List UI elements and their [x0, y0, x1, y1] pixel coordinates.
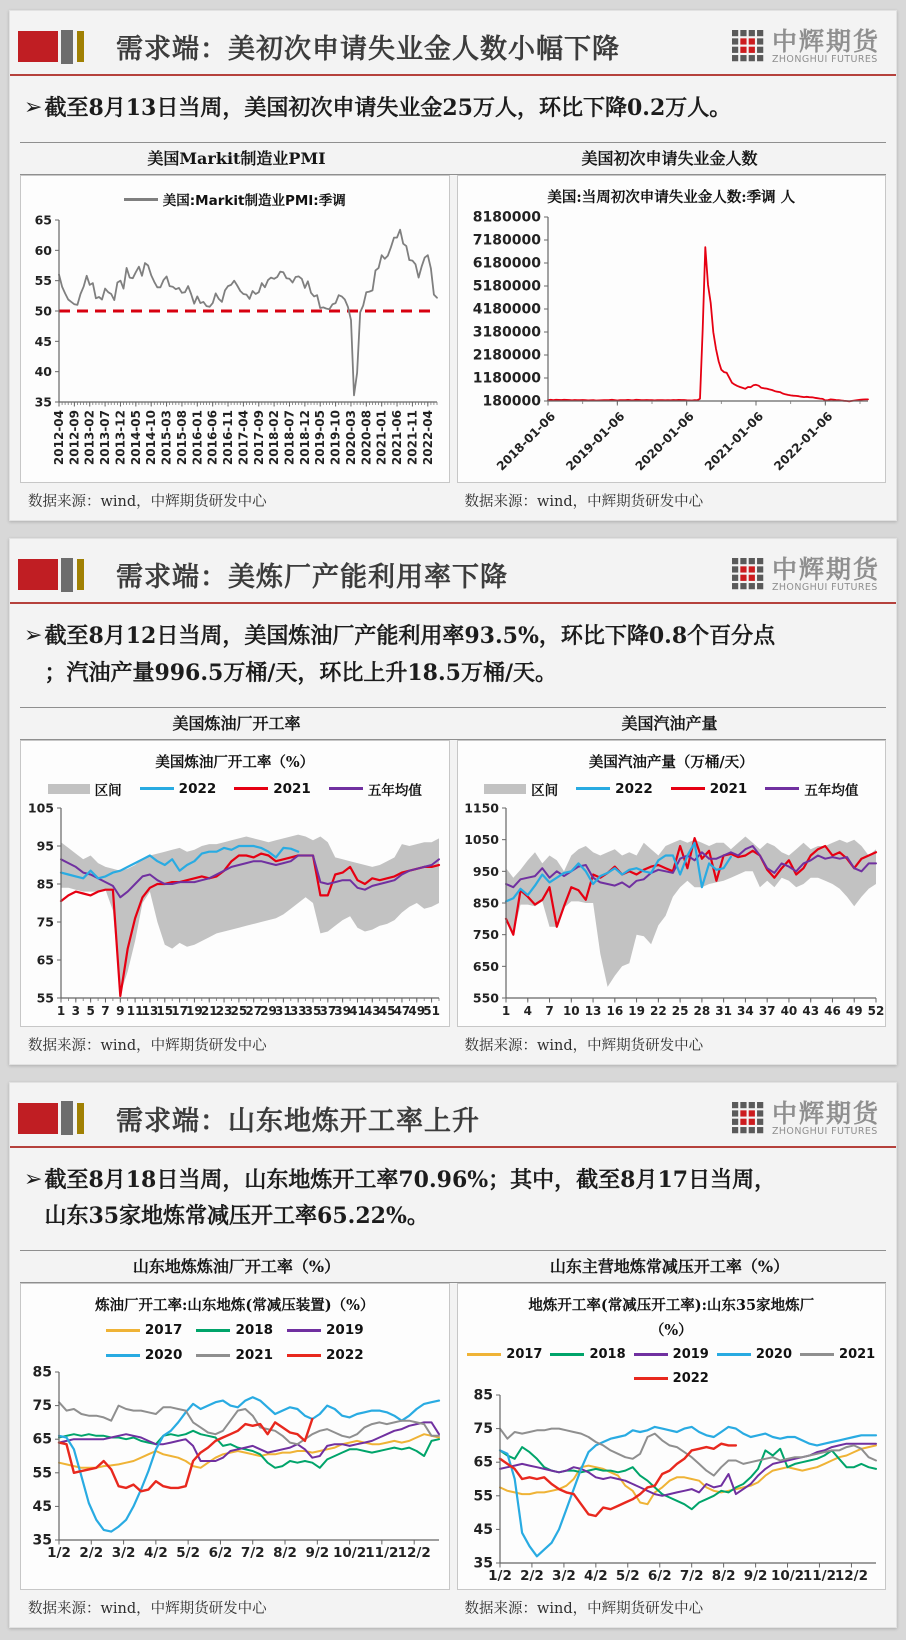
chart-column	[20, 1283, 450, 1627]
svg-text:2020-03: 2020-03	[343, 410, 358, 466]
svg-text:2020-01-06: 2020-01-06	[632, 409, 697, 474]
svg-text:65: 65	[36, 952, 54, 968]
legend-label: 五年均值	[367, 782, 422, 799]
legend-label: 2022	[615, 780, 653, 797]
svg-text:22: 22	[649, 1003, 667, 1018]
svg-text:31: 31	[275, 1003, 292, 1018]
header-decoration	[18, 1101, 84, 1135]
legend-item	[234, 781, 311, 797]
legend-line-swatch	[800, 1353, 834, 1356]
chart-frame	[20, 740, 450, 1027]
svg-text:2016-01: 2016-01	[190, 410, 205, 466]
svg-text:10/2: 10/2	[333, 1545, 367, 1562]
deco-gold-bar	[77, 559, 84, 590]
svg-text:2016-06: 2016-06	[205, 410, 220, 466]
svg-text:52: 52	[867, 1003, 884, 1018]
chart-column	[457, 740, 887, 1064]
deco-gray-bar	[61, 1101, 73, 1135]
chart-title: 炼油厂开工率:山东地炼(常减压装置)（%）	[95, 1297, 375, 1315]
svg-text:75: 75	[32, 1398, 52, 1415]
chart-column-titles	[20, 707, 886, 740]
svg-text:10: 10	[562, 1003, 580, 1018]
chart-title: 美国:当周初次申请失业金人数:季调 人	[547, 189, 796, 207]
svg-text:2016-11: 2016-11	[221, 410, 236, 466]
bullet-line: 山东35家地炼常减压开工率65.22%。	[44, 1203, 429, 1230]
legend-line-swatch	[329, 787, 363, 790]
chart-frame	[457, 1283, 887, 1590]
brand-subtitle: ZHONGHUI FUTURES	[771, 582, 878, 594]
svg-text:2015-08: 2015-08	[174, 410, 189, 466]
chart-column	[20, 740, 450, 1064]
svg-text:4/2: 4/2	[583, 1568, 608, 1585]
svg-text:8/2: 8/2	[273, 1545, 297, 1562]
legend-item	[484, 779, 558, 799]
legend-line-swatch	[196, 1329, 230, 1332]
legend-label: 区间	[94, 782, 122, 799]
svg-text:45: 45	[32, 1499, 52, 1516]
svg-text:45: 45	[378, 1003, 396, 1018]
svg-text:2017-04: 2017-04	[236, 410, 251, 466]
brand-name: 中辉期货	[771, 555, 880, 585]
data-source-note: 数据来源：wind，中辉期货研发中心	[464, 1601, 704, 1618]
panel-header	[10, 11, 896, 74]
svg-text:8180000: 8180000	[472, 209, 541, 226]
svg-text:46: 46	[823, 1003, 841, 1018]
legend-line-swatch	[196, 1354, 230, 1357]
svg-text:1/2: 1/2	[47, 1545, 71, 1562]
data-source-note: 数据来源：wind，中辉期货研发中心	[464, 1037, 704, 1054]
svg-text:47: 47	[393, 1003, 411, 1018]
chart-column	[457, 1283, 887, 1627]
svg-text:51: 51	[423, 1003, 440, 1018]
legend-item	[671, 781, 748, 797]
legend-label: 2017	[506, 1347, 543, 1363]
legend-line-swatch	[106, 1329, 140, 1332]
svg-text:50: 50	[34, 303, 52, 319]
svg-text:33: 33	[289, 1003, 307, 1018]
bullet-text	[44, 90, 876, 126]
svg-text:21: 21	[200, 1003, 218, 1018]
svg-text:60: 60	[34, 243, 52, 259]
svg-text:55: 55	[34, 273, 52, 289]
svg-text:7/2: 7/2	[240, 1545, 265, 1562]
legend-line-swatch	[634, 1353, 668, 1356]
charts-row	[20, 175, 886, 520]
svg-text:9/2: 9/2	[743, 1568, 767, 1585]
svg-text:1: 1	[56, 1003, 66, 1018]
logo-grid-icon	[732, 1102, 765, 1135]
chart-column	[457, 175, 887, 520]
svg-text:750: 750	[472, 927, 499, 943]
svg-text:28: 28	[693, 1003, 710, 1018]
svg-text:27: 27	[245, 1003, 263, 1018]
svg-text:45: 45	[34, 334, 52, 350]
svg-text:65: 65	[473, 1455, 493, 1472]
svg-text:2021-06: 2021-06	[390, 410, 405, 466]
svg-text:1150: 1150	[463, 801, 499, 816]
brand-name: 中辉期货	[771, 1098, 880, 1128]
svg-text:10/2: 10/2	[770, 1568, 804, 1585]
legend-item	[765, 779, 858, 799]
svg-text:4: 4	[523, 1003, 532, 1018]
bullet-line: 截至8月12日当周，美国炼油厂产能利用率93.5%，环比下降0.8个百分点	[44, 623, 776, 650]
chart-column-titles	[20, 142, 886, 175]
svg-text:65: 65	[32, 1432, 52, 1449]
brand-subtitle: ZHONGHUI FUTURES	[771, 1125, 878, 1137]
svg-text:37: 37	[319, 1003, 337, 1018]
legend-item	[106, 1322, 183, 1338]
chart-column-title: 美国汽油产量	[621, 713, 718, 733]
chart-column-title: 美国初次申请失业金人数	[581, 149, 758, 169]
svg-text:9: 9	[116, 1003, 125, 1018]
legend-label: 2018	[235, 1322, 274, 1339]
header-decoration	[18, 30, 84, 64]
panel-title: 需求端：美初次申请失业金人数小幅下降	[116, 34, 620, 65]
bullet-text	[44, 1162, 876, 1235]
legend-line-swatch	[287, 1329, 321, 1332]
svg-text:37: 37	[758, 1003, 776, 1018]
svg-text:3/2: 3/2	[111, 1545, 136, 1562]
brand-logo	[732, 26, 882, 65]
chart-frame	[20, 175, 450, 483]
svg-text:45: 45	[473, 1522, 493, 1539]
svg-text:25: 25	[671, 1003, 688, 1018]
panel-refinery-utilization	[9, 538, 897, 1065]
deco-gray-bar	[61, 558, 73, 592]
legend-item	[287, 1322, 364, 1338]
svg-text:29: 29	[260, 1003, 277, 1018]
legend-label: 美国:Markit制造业PMI:季调	[162, 193, 346, 210]
svg-text:1050: 1050	[463, 832, 499, 848]
legend-line-swatch	[140, 787, 174, 790]
svg-text:43: 43	[363, 1003, 381, 1018]
legend-line-swatch	[765, 787, 799, 790]
panel-title: 需求端：山东地炼开工率上升	[116, 1105, 480, 1137]
svg-text:40: 40	[34, 364, 52, 380]
svg-text:13: 13	[584, 1003, 601, 1018]
svg-text:2018-07: 2018-07	[282, 410, 297, 466]
brand-name: 中辉期货	[771, 26, 880, 56]
svg-text:2013-12: 2013-12	[113, 410, 128, 466]
svg-text:2018-01-06: 2018-01-06	[493, 409, 558, 474]
header-decoration	[18, 558, 84, 592]
svg-text:31: 31	[714, 1003, 732, 1018]
data-source-note: 数据来源：wind，中辉期货研发中心	[28, 1037, 267, 1054]
svg-text:1/2: 1/2	[487, 1568, 512, 1585]
refinery-utilization-chart	[23, 802, 447, 1024]
svg-text:2019-05: 2019-05	[313, 410, 328, 466]
svg-text:7: 7	[101, 1003, 110, 1018]
shandong-cdu-rate-chart	[460, 1389, 884, 1587]
svg-text:2012-04: 2012-04	[52, 410, 66, 466]
brand-logo	[732, 1098, 882, 1137]
svg-text:13: 13	[141, 1003, 159, 1018]
legend-line-swatch	[234, 787, 268, 790]
svg-text:2012-09: 2012-09	[67, 410, 82, 466]
legend-line-swatch	[467, 1353, 501, 1356]
legend-item	[196, 1322, 273, 1338]
svg-text:550: 550	[472, 990, 499, 1006]
legend-label: 2019	[326, 1322, 364, 1339]
svg-text:11/2: 11/2	[802, 1568, 836, 1585]
chart-title: 美国汽油产量（万桶/天）	[588, 753, 754, 771]
chart-column-titles	[20, 1250, 886, 1283]
deco-gold-bar	[77, 31, 84, 62]
svg-text:34: 34	[736, 1003, 754, 1018]
svg-text:49: 49	[845, 1003, 863, 1018]
svg-text:41: 41	[349, 1003, 366, 1018]
deco-red-square	[18, 559, 58, 590]
legend-label: 2018	[589, 1347, 626, 1363]
svg-text:2021-01: 2021-01	[374, 410, 389, 466]
svg-text:105: 105	[27, 801, 54, 816]
chart-title: 地炼开工率(常减压开工率):山东35家地炼厂	[528, 1297, 815, 1315]
legend-label: 2017	[144, 1322, 183, 1339]
svg-text:55: 55	[473, 1488, 493, 1505]
chart-column-title: 美国炼油厂开工率	[172, 713, 301, 733]
chart-legend	[460, 779, 884, 799]
legend-item	[48, 779, 122, 799]
svg-text:55: 55	[32, 1465, 52, 1482]
svg-text:35: 35	[34, 394, 52, 410]
summary-bullet	[10, 76, 896, 128]
legend-label: 2021	[235, 1347, 274, 1364]
chart-column-title: 山东地炼炼油厂开工率（%）	[132, 1257, 341, 1277]
legend-line-swatch	[550, 1353, 584, 1356]
svg-text:85: 85	[473, 1389, 493, 1404]
svg-text:11: 11	[126, 1003, 144, 1018]
svg-text:180000: 180000	[482, 393, 541, 410]
chart-frame	[457, 740, 887, 1027]
legend-label: 2020	[144, 1347, 183, 1364]
svg-text:2018-12: 2018-12	[297, 410, 312, 466]
charts-row	[20, 740, 886, 1064]
svg-text:43: 43	[801, 1003, 819, 1018]
svg-text:25: 25	[230, 1003, 248, 1018]
summary-bullet	[10, 604, 896, 693]
pmi-line-chart	[23, 212, 447, 480]
legend-label: 2020	[755, 1347, 793, 1363]
bullet-text	[44, 618, 876, 691]
bullet-line: ；汽油产量996.5万桶/天，环比上升18.5万桶/天。	[44, 659, 557, 686]
chart-legend	[460, 1347, 884, 1386]
legend-line-swatch	[671, 787, 705, 790]
legend-label: 区间	[531, 782, 559, 799]
bullet-line: 截至8月13日当周，美国初次申请失业金25万人，环比下降0.2万人。	[44, 95, 732, 121]
svg-text:65: 65	[34, 212, 52, 228]
chart-title: 美国炼油厂开工率（%）	[155, 753, 315, 771]
svg-text:7/2: 7/2	[679, 1568, 704, 1585]
legend-line-swatch	[576, 787, 610, 790]
svg-text:5/2: 5/2	[176, 1545, 200, 1562]
svg-text:1180000: 1180000	[472, 370, 541, 387]
svg-text:95: 95	[36, 838, 54, 854]
logo-grid-icon	[732, 558, 765, 591]
legend-label: 2022	[178, 780, 217, 797]
chart-frame	[457, 175, 887, 483]
data-source-note: 数据来源：wind，中辉期货研发中心	[28, 1601, 267, 1618]
svg-text:9/2: 9/2	[305, 1545, 330, 1562]
panel-title: 需求端：美炼厂产能利用率下降	[116, 562, 508, 594]
chart-legend	[80, 1322, 390, 1363]
deco-gray-bar	[61, 30, 73, 64]
svg-text:6/2: 6/2	[208, 1545, 233, 1562]
svg-text:23: 23	[215, 1003, 233, 1018]
logo-text	[771, 1098, 880, 1137]
legend-line-swatch	[124, 198, 158, 201]
panel-header	[10, 539, 896, 602]
svg-text:2014-10: 2014-10	[144, 410, 159, 466]
svg-text:950: 950	[472, 863, 499, 879]
bullet-arrow-icon: ➢	[24, 623, 43, 649]
svg-text:12/2: 12/2	[397, 1545, 431, 1562]
svg-text:2018-02: 2018-02	[267, 410, 282, 466]
svg-text:4/2: 4/2	[144, 1545, 168, 1562]
legend-line-swatch	[287, 1354, 321, 1357]
legend-item	[140, 781, 217, 797]
legend-line-swatch	[106, 1354, 140, 1357]
legend-item	[576, 781, 653, 797]
svg-text:4180000: 4180000	[472, 301, 541, 318]
svg-text:35: 35	[473, 1555, 493, 1572]
svg-text:2013-07: 2013-07	[98, 410, 113, 466]
chart-legend	[23, 779, 447, 799]
logo-grid-icon	[732, 30, 765, 63]
jobless-claims-line-chart	[460, 209, 884, 477]
svg-text:8/2: 8/2	[711, 1568, 735, 1585]
svg-text:6/2: 6/2	[647, 1568, 672, 1585]
charts-row	[20, 1283, 886, 1627]
chart-column-title: 美国Markit制造业PMI	[147, 149, 326, 169]
svg-text:35: 35	[304, 1003, 322, 1018]
svg-text:2019-01-06: 2019-01-06	[562, 409, 627, 474]
svg-text:2019-10: 2019-10	[328, 410, 343, 466]
legend-item	[124, 189, 346, 209]
bullet-arrow-icon: ➢	[24, 95, 43, 120]
legend-line-swatch	[717, 1353, 751, 1356]
svg-text:3/2: 3/2	[551, 1568, 576, 1585]
panel-shandong-refinery	[9, 1082, 897, 1629]
svg-text:85: 85	[32, 1366, 52, 1381]
svg-text:2021-11: 2021-11	[405, 410, 420, 466]
svg-text:19: 19	[627, 1003, 645, 1018]
svg-text:2180000: 2180000	[472, 347, 541, 364]
legend-label: 2022	[326, 1347, 364, 1364]
svg-text:650: 650	[472, 958, 499, 974]
legend-label: 2019	[672, 1347, 709, 1363]
svg-text:6180000: 6180000	[472, 255, 541, 272]
svg-text:12/2: 12/2	[834, 1568, 868, 1585]
legend-item	[800, 1347, 875, 1362]
svg-text:75: 75	[36, 914, 54, 930]
svg-text:2/2: 2/2	[519, 1568, 544, 1585]
svg-text:2013-02: 2013-02	[82, 410, 97, 466]
svg-text:75: 75	[473, 1421, 493, 1438]
legend-item	[467, 1347, 542, 1362]
svg-text:17: 17	[171, 1003, 188, 1018]
legend-item	[634, 1347, 709, 1362]
svg-text:5: 5	[86, 1003, 95, 1018]
legend-item	[287, 1347, 364, 1363]
legend-item	[717, 1347, 792, 1362]
svg-text:2/2: 2/2	[79, 1545, 104, 1562]
brand-logo	[732, 557, 882, 593]
svg-text:2020-08: 2020-08	[359, 410, 374, 466]
svg-text:2014-05: 2014-05	[128, 410, 143, 466]
svg-text:2015-03: 2015-03	[159, 410, 174, 466]
logo-text	[771, 26, 880, 65]
deco-gold-bar	[77, 1103, 84, 1134]
chart-frame	[20, 1283, 450, 1590]
svg-text:3180000: 3180000	[472, 324, 541, 341]
panel-header	[10, 1083, 896, 1146]
legend-label: 五年均值	[804, 782, 859, 799]
svg-text:5/2: 5/2	[615, 1568, 640, 1585]
chart-title-line2: （%）	[649, 1322, 693, 1340]
legend-band-swatch	[484, 784, 526, 794]
shandong-teapot-rate-chart	[23, 1366, 447, 1564]
bullet-line: 截至8月18日当周，山东地炼开工率70.96%；其中，截至8月17日当周，	[44, 1166, 777, 1193]
brand-subtitle: ZHONGHUI FUTURES	[771, 53, 878, 65]
svg-text:40: 40	[780, 1003, 797, 1018]
svg-text:2021-01-06: 2021-01-06	[701, 409, 766, 474]
data-source-note: 数据来源：wind，中辉期货研发中心	[464, 494, 704, 511]
svg-text:850: 850	[472, 895, 499, 911]
legend-label: 2021	[709, 780, 748, 797]
legend-label: 2021	[273, 780, 311, 797]
svg-text:15: 15	[156, 1003, 174, 1018]
svg-text:85: 85	[36, 876, 54, 892]
svg-text:2017-09: 2017-09	[251, 410, 266, 466]
svg-text:16: 16	[605, 1003, 623, 1018]
svg-text:2022-01-06: 2022-01-06	[770, 409, 835, 474]
svg-text:35: 35	[32, 1532, 52, 1549]
panel-jobless-claims	[9, 10, 897, 521]
legend-item	[550, 1347, 625, 1362]
gasoline-production-chart	[460, 802, 884, 1024]
chart-column	[20, 175, 450, 520]
bullet-arrow-icon: ➢	[24, 1166, 43, 1192]
svg-text:39: 39	[334, 1003, 351, 1018]
legend-item	[106, 1347, 183, 1363]
legend-item	[634, 1371, 709, 1386]
legend-item	[196, 1347, 273, 1363]
svg-text:2022-04: 2022-04	[420, 410, 435, 466]
svg-text:49: 49	[408, 1003, 426, 1018]
svg-text:3: 3	[71, 1003, 81, 1018]
logo-text	[772, 557, 880, 593]
svg-text:5180000: 5180000	[472, 278, 541, 295]
legend-label: 2021	[839, 1347, 876, 1363]
deco-red-square	[18, 31, 58, 62]
svg-text:55: 55	[36, 990, 54, 1006]
legend-label: 2022	[672, 1371, 709, 1387]
svg-text:7180000: 7180000	[472, 232, 541, 249]
legend-band-swatch	[48, 784, 90, 794]
legend-line-swatch	[634, 1377, 668, 1380]
deco-red-square	[18, 1103, 58, 1134]
svg-text:11/2: 11/2	[365, 1545, 399, 1562]
data-source-note: 数据来源：wind，中辉期货研发中心	[28, 494, 267, 511]
chart-column-title: 山东主营地炼常减压开工率（%）	[549, 1257, 790, 1277]
svg-text:1: 1	[501, 1003, 510, 1018]
svg-text:7: 7	[544, 1003, 554, 1018]
summary-bullet	[10, 1148, 896, 1237]
legend-item	[329, 779, 422, 799]
svg-text:19: 19	[186, 1003, 203, 1018]
chart-legend	[23, 189, 447, 209]
